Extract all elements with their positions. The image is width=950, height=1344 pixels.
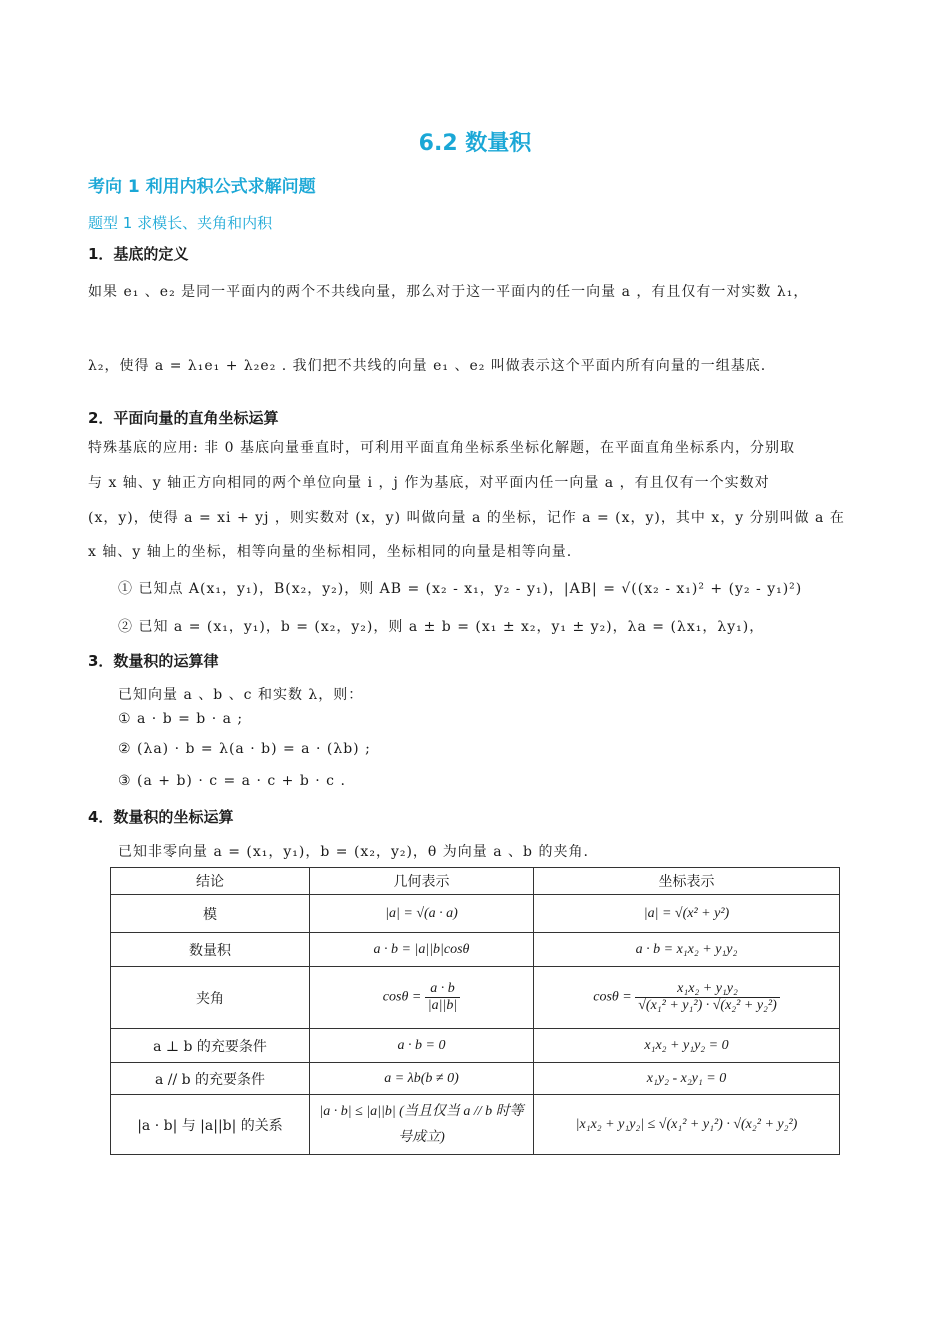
- row-geo: [310, 967, 534, 1029]
- geo-numerator: a · b: [425, 981, 460, 998]
- table-header-conclusion: 结论: [111, 868, 310, 895]
- row-coord: x₁x₂ + y₁y₂ = 0: [534, 1029, 840, 1063]
- table-row: [111, 1063, 840, 1095]
- section-3-law-3: ③ (a + b) · c = a · c + b · c .: [118, 773, 346, 789]
- coord-numerator: x₁x₂ + y₁y₂: [635, 981, 780, 998]
- row-geo: a = λb(b ≠ 0): [310, 1063, 534, 1095]
- section-2-item-2: ② 已知 a = (x₁，y₁)，b = (x₂，y₂)，则 a ± b = (x₁ ± x₂，y₁ ± y₂)，λa = (λx₁，λy₁)，: [118, 619, 765, 635]
- section-2-line-1: 特殊基底的应用: 非 0 基底向量垂直时，可利用平面直角坐标系坐标化解题，在平面直角坐标系内，分别取: [88, 440, 795, 456]
- row-name: 模: [111, 895, 310, 933]
- section-3-title: 3．数量积的运算律: [88, 652, 219, 670]
- section-2-line-2: 与 x 轴、y 轴正方向相同的两个单位向量 i ，j 作为基底，对平面内任一向量 a ，有且仅有一个实数对: [88, 475, 770, 491]
- table-header-geometric: 几何表示: [310, 868, 534, 895]
- row-coord: |x₁x₂ + y₁y₂| ≤ √(x₁² + y₁²) · √(x₂² + y₂²): [534, 1095, 840, 1155]
- table-row: [111, 967, 840, 1029]
- section-2-item-1: ① 已知点 A(x₁，y₁)，B(x₂，y₂)，则 AB = (x₂ - x₁，y₂ - y₁)，|AB| = √((x₂ - x₁)² + (y₂ - y₁)²): [118, 581, 803, 597]
- section-2-line-4: x 轴、y 轴上的坐标，相等向量的坐标相同，坐标相同的向量是相等向量.: [88, 544, 573, 560]
- row-geo: a · b = 0: [310, 1029, 534, 1063]
- row-coord: a · b = x₁x₂ + y₁y₂: [534, 933, 840, 967]
- table-row: [111, 1095, 840, 1155]
- coord-lhs: cosθ =: [593, 989, 632, 1005]
- section-1-line-2: λ₂，使得 a = λ₁e₁ + λ₂e₂ . 我们把不共线的向量 e₁ 、e₂ 叫做表示这个平面内所有向量的一组基底.: [88, 358, 767, 374]
- row-coord: [534, 967, 840, 1029]
- section-1-title: 1．基底的定义: [88, 245, 189, 263]
- row-geo: a · b = |a||b|cosθ: [310, 933, 534, 967]
- coord-fraction: [635, 981, 780, 1014]
- geo-lhs: cosθ =: [382, 989, 422, 1005]
- row-name: 夹角: [111, 967, 310, 1029]
- geo-fraction: [425, 981, 460, 1014]
- section-1-line-1: 如果 e₁ 、e₂ 是同一平面内的两个不共线向量，那么对于这一平面内的任一向量 a ，有且仅有一对实数 λ₁，: [88, 284, 809, 300]
- row-name: a ⊥ b 的充要条件: [111, 1029, 310, 1063]
- section-2-title: 2．平面向量的直角坐标运算: [88, 409, 279, 427]
- table-row: [111, 933, 840, 967]
- section-3-law-2: ② (λa) · b = λ(a · b) = a · (λb) ;: [118, 741, 371, 757]
- dot-product-table: [110, 867, 840, 1155]
- section-2-line-3: (x，y)，使得 a = xi + yj ，则实数对 (x，y) 叫做向量 a 的坐标，记作 a = (x，y)，其中 x，y 分别叫做 a 在: [88, 510, 845, 526]
- row-geo: |a · b| ≤ |a||b| (当且仅当 a // b 时等号成立): [310, 1095, 534, 1155]
- row-coord: |a| = √(x² + y²): [534, 895, 840, 933]
- row-name: 数量积: [111, 933, 310, 967]
- table-row: [111, 895, 840, 933]
- row-coord: x₁y₂ - x₂y₁ = 0: [534, 1063, 840, 1095]
- table-row: [111, 1029, 840, 1063]
- tixing-heading: 题型 1 求模长、夹角和内积: [88, 214, 273, 232]
- page-title: 6.2 数量积: [418, 131, 532, 156]
- geo-denominator: |a||b|: [427, 998, 458, 1013]
- coord-denominator: √(x₁² + y₁²) · √(x₂² + y₂²): [638, 998, 777, 1013]
- section-3-intro: 已知向量 a 、b 、c 和实数 λ，则：: [118, 687, 364, 703]
- section-4-intro: 已知非零向量 a = (x₁，y₁)，b = (x₂，y₂)，θ 为向量 a 、b 的夹角.: [118, 844, 589, 860]
- kaoxiang-heading: 考向 1 利用内积公式求解问题: [88, 177, 316, 197]
- table-header-row: [111, 868, 840, 895]
- row-geo: |a| = √(a · a): [310, 895, 534, 933]
- row-name: a // b 的充要条件: [111, 1063, 310, 1095]
- row-name: |a · b| 与 |a||b| 的关系: [111, 1095, 310, 1155]
- section-4-title: 4．数量积的坐标运算: [88, 808, 234, 826]
- section-3-law-1: ① a · b = b · a ;: [118, 711, 244, 727]
- table-header-coordinate: 坐标表示: [534, 868, 840, 895]
